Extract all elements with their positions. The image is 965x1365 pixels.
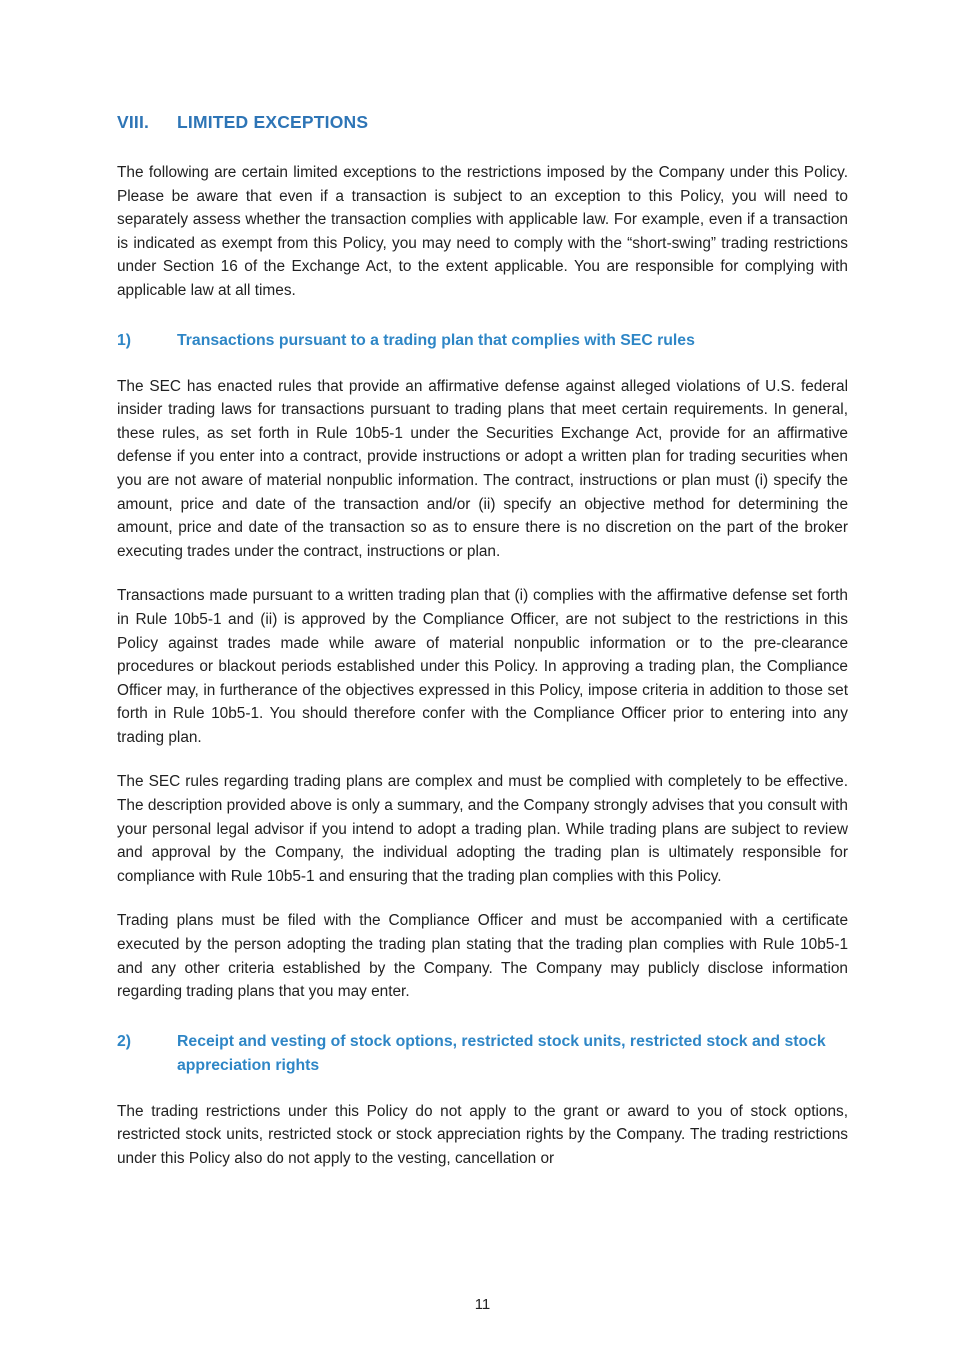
page-number: 11: [474, 1296, 491, 1313]
subsection-1-heading: [117, 329, 848, 353]
section-heading-numeral: VIII.: [117, 112, 150, 132]
section-heading: [117, 112, 848, 133]
subsection-1-paragraph-2: Transactions made pursuant to a written trading plan that (i) complies with the affirmative defense set forth in Rule 10b5-1 and (ii) is approved by the Compliance Officer, are not subject to the restrictions in this Policy against trades made while aware of material nonpublic information or to the pre-clearance procedures or blackout periods established under this Policy. In approving a trading plan, the Compliance Officer may, in furtherance of the objectives expressed in this Policy, impose criteria in addition to those set forth in Rule 10b5-1. You should therefore confer with the Compliance Officer prior to entering into any trading plan.: [117, 587, 848, 746]
subsection-2-title: Receipt and vesting of stock options, restricted stock units, restricted stock and stock appreciation rights: [177, 1032, 826, 1074]
subsection-1-paragraph-3: The SEC rules regarding trading plans are complex and must be complied with completely to be effective. The description provided above is only a summary, and the Company strongly advises that you consult with your personal legal advisor if you intend to adopt a trading plan. While trading plans are subject to review and approval by the Company, the individual adopting the trading plan is ultimately responsible for compliance with Rule 10b5-1 and ensuring that the trading plan complies with this Policy.: [117, 773, 848, 885]
document-content: [117, 112, 848, 1192]
subsection-2-heading: [117, 1030, 848, 1078]
subsection-1-paragraph-4: Trading plans must be filed with the Compliance Officer and must be accompanied with a certificate executed by the person adopting the trading plan stating that the trading plan complies with Rule 10b5-1 and any other criteria established by the Company. The Company may publicly disclose information regarding trading plans that you may enter.: [117, 912, 848, 1001]
subsection-1-number: 1): [117, 331, 132, 349]
subsection-1-paragraph-1: The SEC has enacted rules that provide an affirmative defense against alleged violations of U.S. federal insider trading laws for transactions pursuant to trading plans that meet certain requirements. In general, these rules, as set forth in Rule 10b5-1 under the Securities Exchange Act, provide for an affirmative defense if you enter into a contract, provide instructions or adopt a written plan for trading securities when you are not aware of material nonpublic information. The contract, instructions or plan must (i) specify the amount, price and date of the transaction and/or (ii) specify an objective method for determining the amount, price and date of the transaction so as to ensure there is no discretion on the part of the broker executing trades under the contract, instructions or plan.: [117, 377, 848, 560]
section-heading-title: LIMITED EXCEPTIONS: [177, 112, 369, 132]
subsection-2-number: 2): [117, 1032, 132, 1050]
intro-paragraph: The following are certain limited exceptions to the restrictions imposed by the Company under this Policy. Please be aware that even if a transaction is subject to an exception to this Policy, you will need to separately assess whether the transaction complies with applicable law. For example, even if a transaction is indicated as exempt from this Policy, you may need to comply with the “short-swing” trading restrictions under Section 16 of the Exchange Act, to the extent applicable. You are responsible for complying with applicable law at all times.: [117, 164, 848, 299]
subsection-1-title: Transactions pursuant to a trading plan that complies with SEC rules: [177, 331, 695, 349]
subsection-2-paragraph-1: The trading restrictions under this Policy do not apply to the grant or award to you of stock options, restricted stock units, restricted stock or stock appreciation rights by the Company. The trading restrictions under this Policy also do not apply to the vesting, cancellation or: [117, 1102, 848, 1167]
